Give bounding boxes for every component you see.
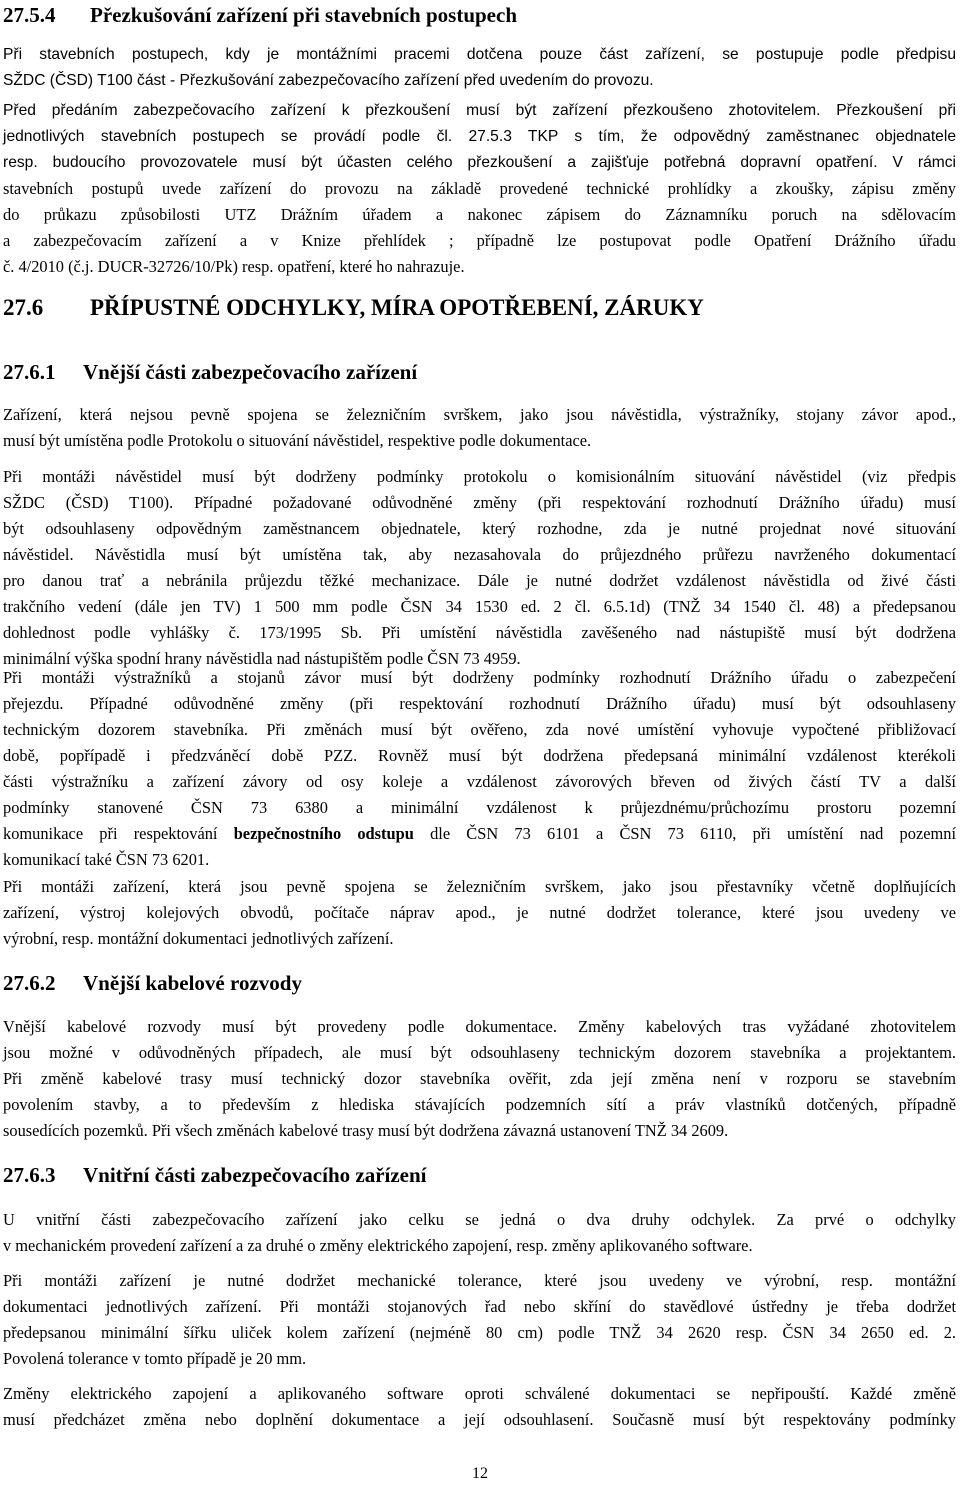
section-heading-27-5-4 (3, 3, 517, 28)
section-title: Vnitřní části zabezpečovacího zařízení (83, 1163, 427, 1187)
text-run: dle ČSN 73 6101 a ČSN 73 6110, při umístění nad pozemní (413, 824, 957, 843)
paragraph (3, 1207, 956, 1259)
text-line: do průkazu způsobilosti UTZ Drážním úřadem a nakonec zápisem do Záznamníku poruch na sdělovacím (3, 205, 956, 224)
emphasis-text: bezpečnostního odstupu (233, 824, 414, 843)
text-line: Při montáži zařízení, která jsou pevně spojena se železničním svrškem, jako jsou přestavníky včetně doplňujících (3, 877, 956, 896)
text-line: jednotlivých stavebních postupech se provádí podle čl. 27.5.3 TKP s tím, že odpovědný zaměstnanec objednatele (3, 128, 956, 145)
text-line: minimální výška spodní hrany návěstidla nad nástupištěm podle ČSN 73 4959. (3, 649, 521, 668)
text-line: Zařízení, která nejsou pevně spojena se železničním svrškem, jako jsou návěstidla, výstražníky, stojany závor apod., (3, 405, 956, 424)
section-number: 27.6.3 (3, 1163, 56, 1187)
section-heading-27-6 (3, 295, 704, 321)
paragraph (3, 464, 956, 672)
text-line: č. 4/2010 (č.j. DUCR-32726/10/Pk) resp. opatření, které ho nahrazuje. (3, 257, 465, 276)
text-line: Změny elektrického zapojení a aplikovaného software oproti schválené dokumentaci se nepřipouští. Každé změně (3, 1384, 956, 1403)
text-line: zařízení, výstroj kolejových obvodů, počítače náprav apod., je nutné dodržet tolerance, které jsou uvedeny ve (3, 903, 956, 922)
section-number: 27.6 (3, 295, 44, 320)
text-line: pro danou trať a nebránila průjezdu těžké mechanizace. Dále je nutné dodržet vzdálenost návěstidla od živé části (3, 571, 956, 590)
section-heading-27-6-2 (3, 971, 302, 996)
text-line: Před předáním zabezpečovacího zařízení k přezkoušení musí být zařízení přezkoušeno zhotovitelem. Přezkoušení při (3, 102, 956, 119)
paragraph (3, 665, 956, 873)
text-line: v mechanickém provedení zařízení a za druhé o změny elektrického zapojení, resp. změny aplikovaného software. (3, 1236, 753, 1255)
text-line: návěstidel. Návěstidla musí být umístěna tak, aby nezasahovala do průjezdného průřezu navrženého dokumentací (3, 545, 956, 564)
text-line: povolením stavby, a to především z hlediska stávajících podzemních sítí a práv vlastníků dotčených, případně (3, 1095, 956, 1114)
text-line: musí být umístěna podle Protokolu o situování návěstidel, respektive podle dokumentace. (3, 431, 592, 450)
text-line: technickým dozorem stavebníka. Při změnách musí být ověřeno, zda nové umístění vyhovuje vypočtené přibližovací (3, 720, 956, 739)
page-number: 12 (472, 1465, 488, 1482)
section-number: 27.6.2 (3, 971, 56, 995)
text-line: Při změně kabelové trasy musí technický dozor stavebníka ověřit, zda její změna není v rozporu se stavebním (3, 1069, 956, 1088)
paragraph (3, 874, 956, 952)
text-line: době, popřípadě i předzváněcí době PZZ. Rovněž musí být dodržena předepsaná minimální vzdálenost kterékoli (3, 746, 956, 765)
paragraph (3, 1268, 956, 1372)
text-line: stavebních postupů uvede zařízení do provozu na základě provedené technické prohlídky a zkoušky, zápisu změny (3, 179, 956, 198)
text-line: části výstražníku a zařízení závory od osy koleje a vzdálenost závorových břeven od živých částí TV a další (3, 772, 956, 791)
text-line (3, 821, 956, 847)
text-line: Při montáži výstražníků a stojanů závor musí být dodrženy podmínky rozhodnutí Drážního úřadu o zabezpečení (3, 668, 956, 687)
paragraph (3, 1014, 956, 1144)
section-title: Přezkušování zařízení při stavebních postupech (90, 3, 518, 27)
text-line: Při montáži návěstidel musí být dodrženy podmínky protokolu o komisionálním situování návěstidel (viz předpis (3, 467, 956, 486)
text-line: jsou možné v odůvodněných případech, ale musí být odsouhlaseny technickým dozorem stavebníka a projektantem. (3, 1043, 956, 1062)
text-line: resp. budoucího provozovatele musí být účasten celého přezkoušení a zajišťuje potřebná dopravní opatření. V rámci (3, 154, 956, 171)
text-line: komunikací také ČSN 73 6201. (3, 850, 210, 869)
text-line: podmínky stanovené ČSN 73 6380 a minimální vzdálenost k průjezdnému/průchozímu prostoru pozemní (3, 798, 956, 817)
text-run: komunikace při respektování (3, 824, 234, 843)
text-line: předepsanou minimální šířku uliček kolem zařízení (nejméně 80 cm) podle TNŽ 34 2620 resp. ČSN 34 2650 ed. 2. (3, 1323, 956, 1342)
text-line: trakčního vedení (dále jen TV) 1 500 mm podle ČSN 34 1530 ed. 2 čl. 6.5.1d) (TNŽ 34 1540 čl. 48) a předepsanou (3, 597, 956, 616)
text-line: být odsouhlaseny odpovědným zaměstnancem objednatele, který rozhodne, zda je nutné projednat nové situování (3, 519, 956, 538)
text-line: a zabezpečovacím zařízení a v Knize přehlídek ; případně lze postupovat podle Opatření Drážního úřadu (3, 231, 956, 250)
text-line: dokumentaci jednotlivých zařízení. Při montáži stojanových řad nebo skříní do stavědlové ústředny je třeba dodržet (3, 1297, 956, 1316)
text-line: výrobní, resp. montážní dokumentaci jednotlivých zařízení. (3, 929, 394, 948)
paragraph (3, 98, 956, 280)
text-line: musí předcházet změna nebo doplnění dokumentace a její odsouhlasení. Současně musí být respektovány podmínky (3, 1410, 956, 1429)
text-line: SŽDC (ČSD) T100). Případné požadované odůvodněné změny (při respektování rozhodnutí Drážního úřadu) musí (3, 493, 956, 512)
text-line: dohlednost podle vyhlášky č. 173/1995 Sb. Při umístění návěstidla zavěšeného nad nástupiště musí být dodržena (3, 623, 956, 642)
text-line: přejezdu. Případné odůvodněné změny (při respektování rozhodnutí Drážního úřadu) musí být odsouhlaseny (3, 694, 956, 713)
section-title: Vnější části zabezpečovacího zařízení (83, 360, 418, 384)
section-heading-27-6-3 (3, 1163, 427, 1188)
section-number: 27.6.1 (3, 360, 56, 384)
text-line: Vnější kabelové rozvody musí být provedeny podle dokumentace. Změny kabelových tras vyžádané zhotovitelem (3, 1017, 956, 1036)
paragraph (3, 402, 956, 454)
section-title: Vnější kabelové rozvody (83, 971, 302, 995)
text-line: Při montáži zařízení je nutné dodržet mechanické tolerance, které jsou uvedeny ve výrobní, resp. montážní (3, 1271, 956, 1290)
paragraph (3, 42, 956, 94)
section-heading-27-6-1 (3, 360, 417, 385)
text-line: SŽDC (ČSD) T100 část - Přezkušování zabezpečovacího zařízení před uvedením do provozu. (3, 72, 654, 89)
section-number: 27.5.4 (3, 3, 56, 27)
text-line: Povolená tolerance v tomto případě je 20 mm. (3, 1349, 307, 1368)
text-line: sousedících pozemků. Při všech změnách kabelové trasy musí být dodržena závazná ustanovení TNŽ 34 2609. (3, 1121, 729, 1140)
paragraph (3, 1381, 956, 1433)
section-title: PŘÍPUSTNÉ ODCHYLKY, MÍRA OPOTŘEBENÍ, ZÁRUKY (90, 295, 704, 320)
text-line: U vnitřní části zabezpečovacího zařízení jako celku se jedná o dva druhy odchylek. Za prvé o odchylky (3, 1210, 956, 1229)
text-line: Při stavebních postupech, kdy je montážními pracemi dotčena pouze část zařízení, se postupuje podle předpisu (3, 46, 956, 63)
